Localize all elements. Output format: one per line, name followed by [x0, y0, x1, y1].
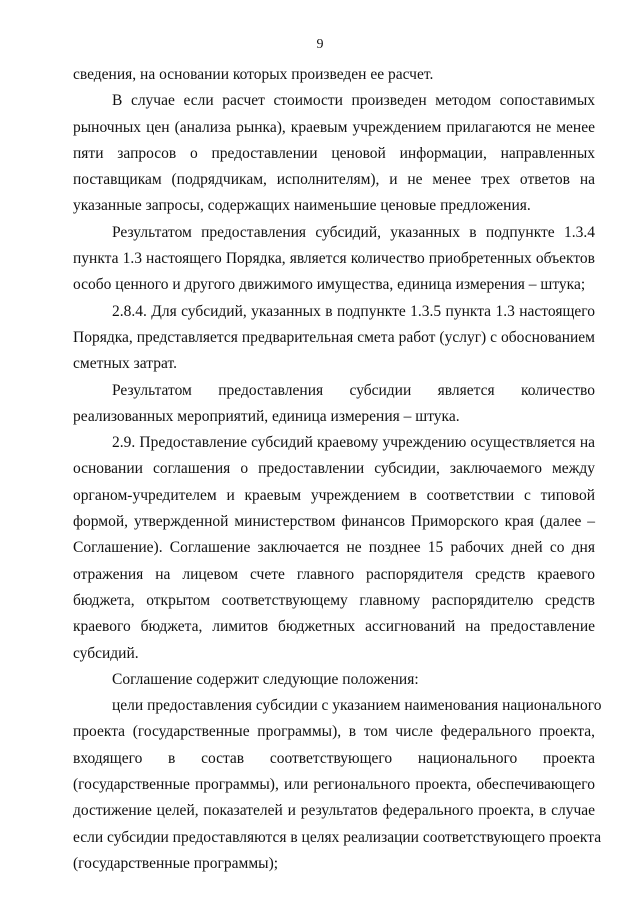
text-line: бюджета, открытом соответствующему главному распорядителю средств — [73, 591, 595, 609]
text-line: (государственные программы); — [73, 854, 279, 872]
text-line: Соглашение). Соглашение заключается не позднее 15 рабочих дней со дня — [73, 539, 595, 557]
text-line: 2.8.4. Для субсидий, указанных в подпункте 1.3.5 пункта 1.3 настоящего — [112, 302, 595, 320]
text-line: реализованных мероприятий, единица измерения – штука. — [73, 407, 460, 425]
text-line: В случае если расчет стоимости произведен методом сопоставимых — [112, 92, 595, 110]
text-line: проекта (государственные программы), в том числе федерального проекта, — [73, 723, 595, 741]
text-line: пункта 1.3 настоящего Порядка, является количество приобретенных объектов — [73, 250, 595, 268]
page-number: 9 — [316, 37, 324, 52]
text-line: особо ценного и другого движимого имущества, единица измерения – штука; — [73, 276, 586, 294]
text-line: Результатом предоставления субсидии является количество — [112, 381, 595, 399]
text-line: пяти запросов о предоставлении ценовой информации, направленных — [73, 144, 595, 162]
text-line: поставщикам (подрядчикам, исполнителям), и не менее трех ответов на — [73, 171, 595, 189]
text-line: органом-учредителем и краевым учреждением в соответствии с типовой — [73, 486, 595, 504]
text-line: цели предоставления субсидии с указанием наименования национального — [112, 697, 602, 715]
text-line: рыночных цен (анализа рынка), краевым учреждением прилагаются не менее — [73, 118, 595, 136]
text-line: Соглашение содержит следующие положения: — [112, 670, 419, 688]
text-line: формой, утвержденной министерством финансов Приморского края (далее – — [73, 513, 595, 531]
text-line: (государственные программы), или регионального проекта, обеспечивающего — [73, 776, 595, 794]
text-line: сметных затрат. — [73, 355, 177, 373]
text-line: Порядка, представляется предварительная смета работ (услуг) с обоснованием — [73, 328, 595, 346]
document-body — [73, 62, 602, 877]
text-line: субсидий. — [73, 644, 139, 662]
text-line: основании соглашения о предоставлении субсидии, заключаемого между — [73, 460, 595, 478]
text-line: достижение целей, показателей и результатов федерального проекта, в случае — [73, 802, 595, 820]
text-line: входящего в состав соответствующего национального проекта — [73, 749, 595, 767]
text-line: краевого бюджета, лимитов бюджетных ассигнований на предоставление — [73, 618, 595, 636]
text-line: указанные запросы, содержащих наименьшие ценовые предложения. — [73, 197, 531, 215]
text-line: 2.9. Предоставление субсидий краевому учреждению осуществляется на — [112, 434, 595, 452]
text-line: отражения на лицевом счете главного распорядителя средств краевого — [73, 565, 595, 583]
text-line: сведения, на основании которых произведен ее расчет. — [73, 66, 434, 83]
text-line: Результатом предоставления субсидий, указанных в подпункте 1.3.4 — [112, 223, 595, 241]
text-line: если субсидии предоставляются в целях реализации соответствующего проекта — [73, 828, 602, 846]
